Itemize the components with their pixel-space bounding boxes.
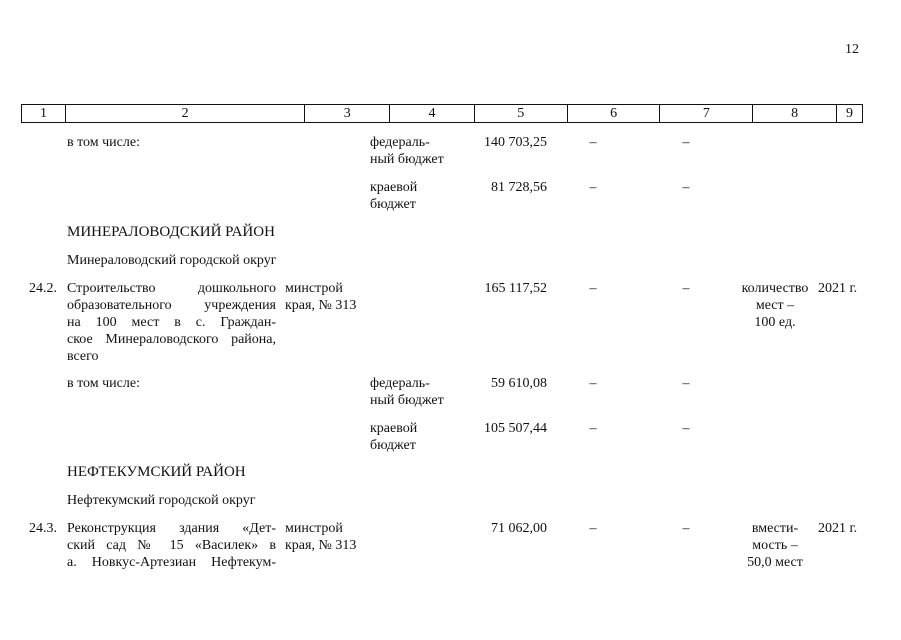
executor: края, № 313 — [285, 538, 357, 553]
dash-col6: – — [589, 281, 597, 296]
okrug-heading: Нефтекумский городской округ — [67, 493, 256, 508]
result-indicator: 100 ед. — [754, 315, 796, 330]
item-number: 24.3. — [29, 521, 57, 536]
executor: минстрой — [285, 281, 343, 296]
item-description: Строительство дошкольного образовательного учреждения на 100 мест в с. Граждан- ское Минераловодского района, всего — [67, 281, 276, 364]
header-col-2: 2 — [66, 105, 305, 122]
year: 2021 г. — [818, 281, 858, 296]
including-label: в том числе: — [67, 135, 140, 150]
regional-budget-label: бюджет — [370, 197, 416, 212]
table-header-row — [21, 104, 863, 123]
regional-budget-value: 105 507,44 — [484, 421, 547, 436]
federal-budget-label: федераль- — [370, 376, 430, 391]
okrug-heading: Минераловодский городской округ — [67, 253, 277, 268]
federal-budget-label: ный бюджет — [370, 152, 444, 167]
regional-budget-label: краевой — [370, 180, 418, 195]
federal-budget-label: федераль- — [370, 135, 430, 150]
header-col-7: 7 — [660, 105, 753, 122]
header-col-1: 1 — [22, 105, 66, 122]
result-indicator: вмести- — [751, 521, 799, 536]
year: 2021 г. — [818, 521, 858, 536]
dash-col6: – — [589, 421, 597, 436]
federal-budget-value: 59 610,08 — [491, 376, 547, 391]
header-col-8: 8 — [753, 105, 837, 122]
regional-budget-label: бюджет — [370, 438, 416, 453]
regional-budget-value: 81 728,56 — [491, 180, 547, 195]
federal-budget-label: ный бюджет — [370, 393, 444, 408]
header-col-5: 5 — [475, 105, 568, 122]
district-heading: НЕФТЕКУМСКИЙ РАЙОН — [67, 464, 246, 480]
result-indicator: мость – — [752, 538, 798, 553]
item-number: 24.2. — [29, 281, 57, 296]
result-indicator: мест – — [755, 298, 795, 313]
result-indicator: 50,0 мест — [747, 555, 803, 570]
header-col-6: 6 — [568, 105, 661, 122]
total-value: 71 062,00 — [491, 521, 547, 536]
dash-col7: – — [682, 521, 690, 536]
including-label: в том числе: — [67, 376, 140, 391]
header-col-9: 9 — [846, 106, 854, 121]
dash-col6: – — [589, 135, 597, 150]
dash-col7: – — [682, 135, 690, 150]
executor: минстрой — [285, 521, 343, 536]
dash-col7: – — [682, 376, 690, 391]
federal-budget-value: 140 703,25 — [484, 135, 547, 150]
result-indicator: количество — [741, 281, 809, 296]
dash-col7: – — [682, 421, 690, 436]
header-col-4: 4 — [390, 105, 475, 122]
header-col-3: 3 — [305, 105, 390, 122]
district-heading: МИНЕРАЛОВОДСКИЙ РАЙОН — [67, 224, 275, 240]
regional-budget-label: краевой — [370, 421, 418, 436]
dash-col6: – — [589, 376, 597, 391]
dash-col7: – — [682, 180, 690, 195]
item-description: Реконструкция здания «Дет- ский сад № 15 «Василек» в а. Новкус-Артезиан Нефтекум- — [67, 521, 276, 570]
dash-col6: – — [589, 521, 597, 536]
dash-col7: – — [682, 281, 690, 296]
page-number: 12 — [845, 42, 859, 57]
dash-col6: – — [589, 180, 597, 195]
executor: края, № 313 — [285, 298, 357, 313]
total-value: 165 117,52 — [484, 281, 547, 296]
